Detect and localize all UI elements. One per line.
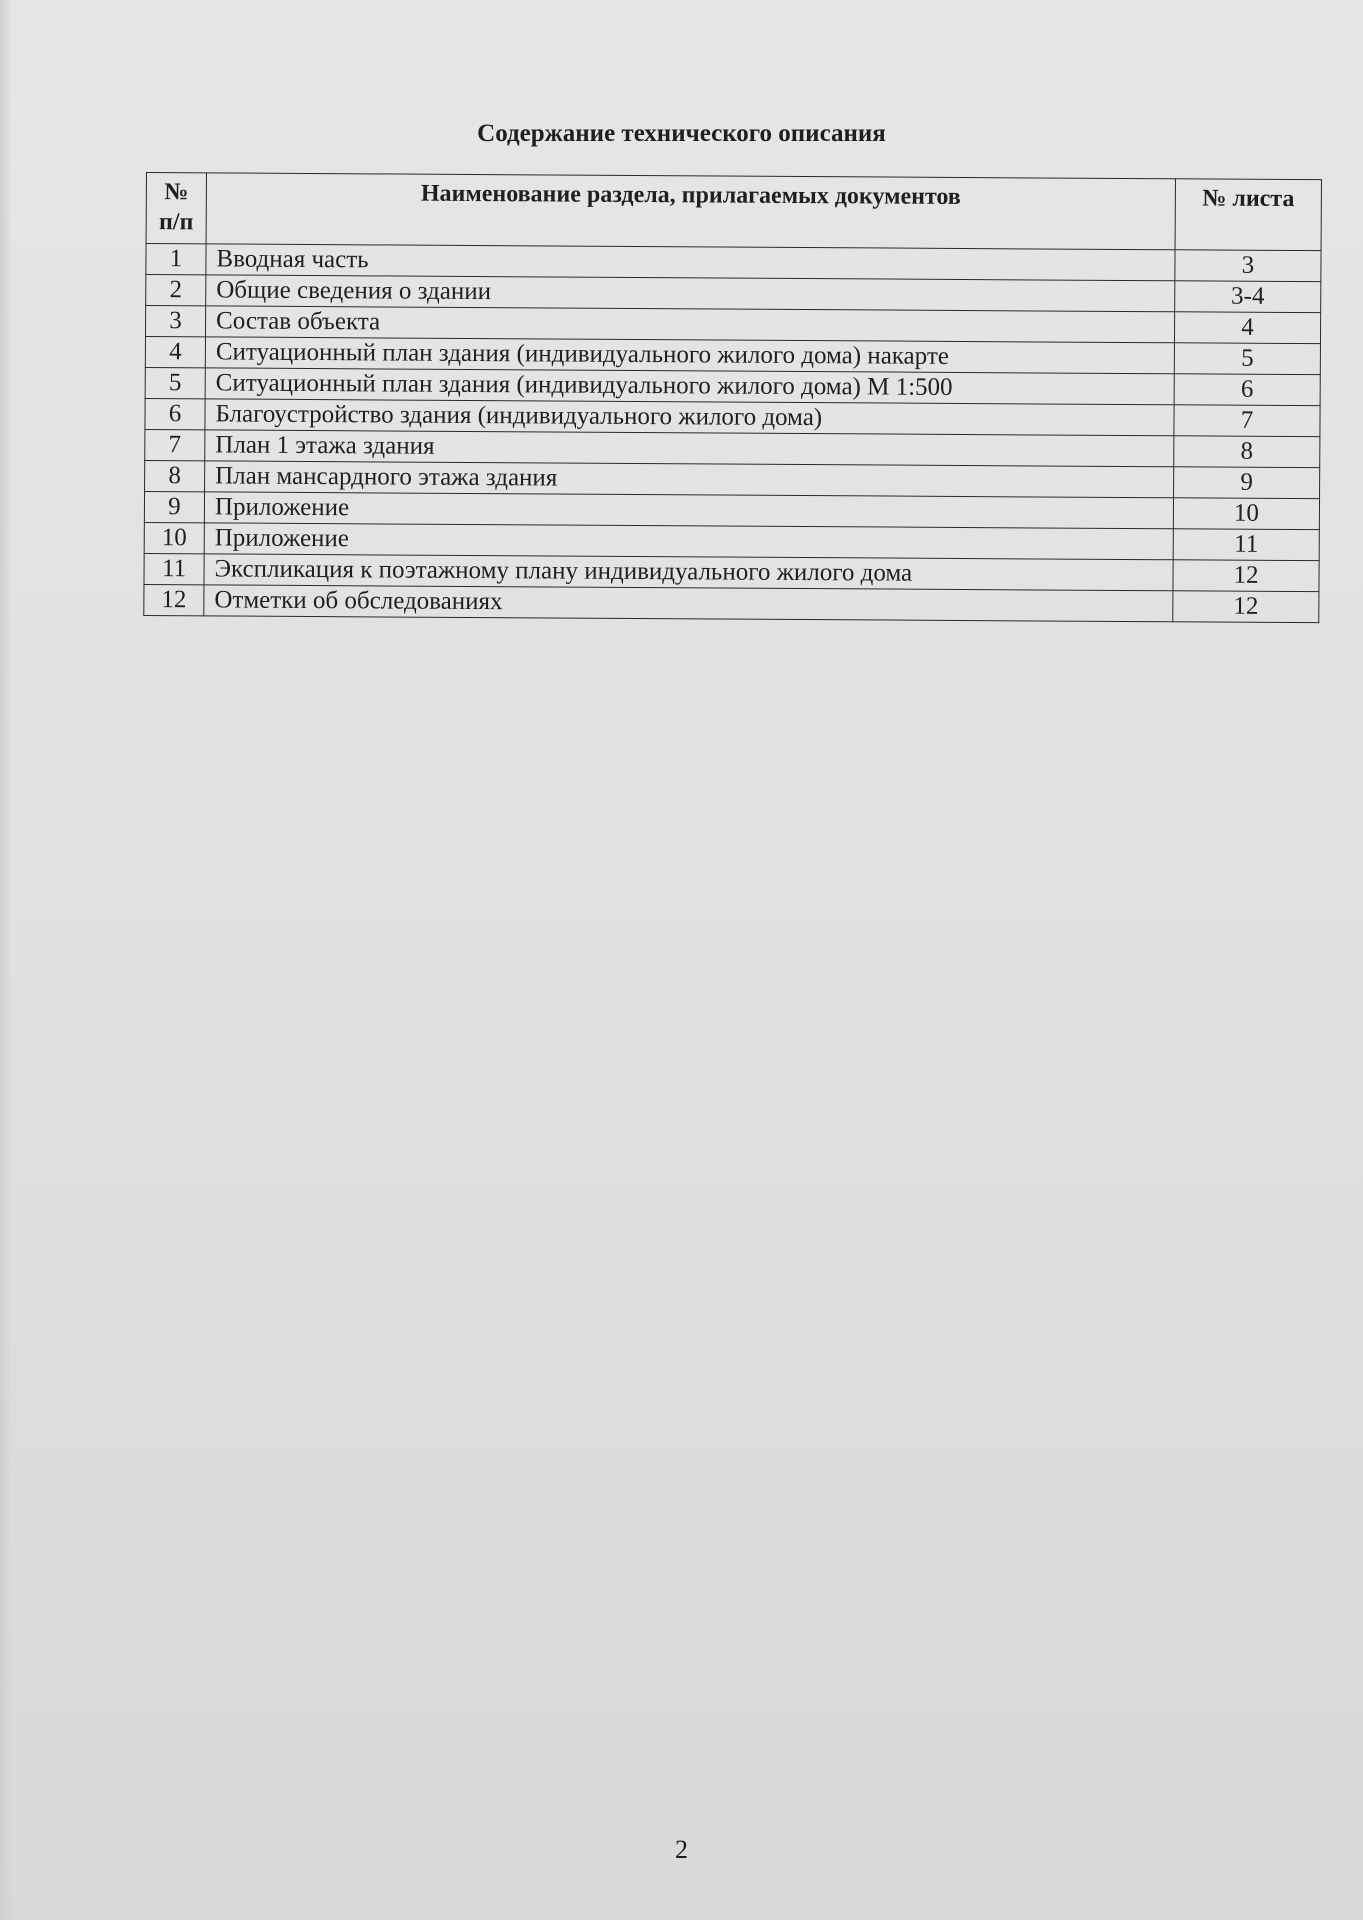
row-sheet-number-cell: 4 <box>1174 312 1320 344</box>
row-number-cell: 3 <box>145 306 205 337</box>
table-header-row <box>146 173 1321 251</box>
row-section-name-cell: Приложение <box>204 492 1173 529</box>
row-number-cell: 4 <box>145 337 205 368</box>
row-number-cell: 1 <box>146 244 206 275</box>
header-sheet-number: № листа <box>1175 179 1321 251</box>
row-section-name-cell: Состав объекта <box>205 306 1174 343</box>
row-section-name-cell: Ситуационный план здания (индивидуального жилого дома) М 1:500 <box>205 368 1174 405</box>
row-section-name-cell: План мансардного этажа здания <box>205 461 1174 498</box>
row-sheet-number-cell: 6 <box>1174 374 1320 406</box>
row-sheet-number-cell: 10 <box>1173 498 1319 530</box>
row-sheet-number-cell: 11 <box>1173 529 1319 561</box>
row-section-name-cell: Вводная часть <box>206 244 1175 281</box>
row-sheet-number-cell: 12 <box>1173 560 1319 592</box>
row-section-name-cell: Экспликация к поэтажному плану индивидуального жилого дома <box>204 554 1173 591</box>
row-section-name-cell: Приложение <box>204 523 1173 560</box>
row-number-cell: 10 <box>144 522 204 553</box>
row-section-name-cell: Благоустройство здания (индивидуального жилого дома) <box>205 399 1174 436</box>
page-number: 2 <box>675 1835 688 1864</box>
row-sheet-number-cell: 7 <box>1174 405 1320 437</box>
contents-table-wrapper <box>143 172 1322 623</box>
row-number-cell: 9 <box>144 491 204 522</box>
row-number-cell: 11 <box>144 553 204 584</box>
contents-table <box>143 172 1322 623</box>
row-number-cell: 6 <box>145 398 205 429</box>
row-sheet-number-cell: 9 <box>1174 467 1320 499</box>
table-row <box>144 584 1319 622</box>
row-section-name-cell: Ситуационный план здания (индивидуального жилого дома) накарте <box>205 337 1174 374</box>
row-number-cell: 2 <box>146 275 206 306</box>
row-section-name-cell: Общие сведения о здании <box>206 275 1175 312</box>
row-sheet-number-cell: 3 <box>1175 250 1321 282</box>
document-title: Содержание технического описания <box>477 120 886 147</box>
paper-edge-shadow <box>0 0 12 1920</box>
row-number-cell: 12 <box>144 584 204 615</box>
row-sheet-number-cell: 12 <box>1173 591 1319 623</box>
row-sheet-number-cell: 8 <box>1174 436 1320 468</box>
contents-table-body <box>144 244 1321 623</box>
row-number-cell: 8 <box>145 460 205 491</box>
header-section-name: Наименование раздела, прилагаемых документов <box>206 173 1175 250</box>
row-sheet-number-cell: 3-4 <box>1175 281 1321 313</box>
row-section-name-cell: План 1 этажа здания <box>205 430 1174 467</box>
row-number-cell: 5 <box>145 367 205 398</box>
row-section-name-cell: Отметки об обследованиях <box>204 585 1173 622</box>
row-number-cell: 7 <box>145 429 205 460</box>
header-item-number: № п/п <box>146 173 206 244</box>
row-sheet-number-cell: 5 <box>1174 343 1320 375</box>
